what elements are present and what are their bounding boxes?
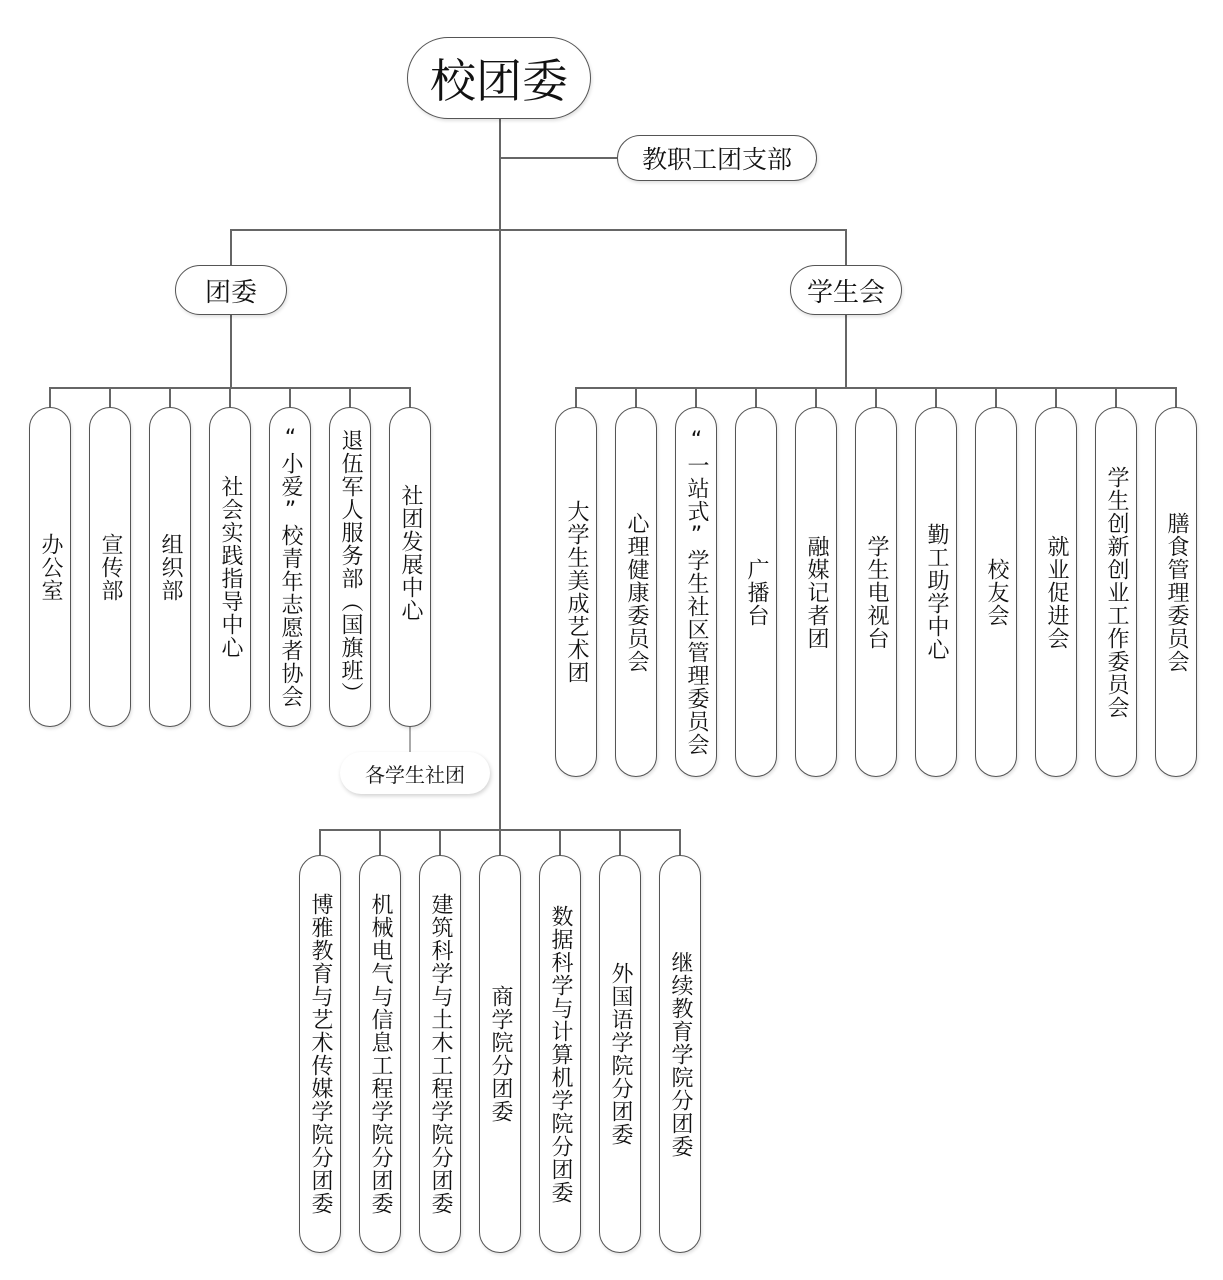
dept-label: 组织部 xyxy=(158,532,183,602)
student-union-dept-node xyxy=(615,407,657,777)
dept-label: 勤工助学中心 xyxy=(924,523,949,661)
college-branch-node xyxy=(599,855,641,1253)
student-union-dept-node xyxy=(555,407,597,777)
staff-branch-label: 教职工团支部 xyxy=(641,145,792,174)
student-union-dept-node xyxy=(675,407,717,777)
dept-label: 膳食管理委员会 xyxy=(1164,511,1189,673)
college-branch-node xyxy=(659,855,701,1253)
college-label: 继续教育学院分团委 xyxy=(668,950,693,1158)
college-label: 博雅教育与艺术传媒学院分团委 xyxy=(308,893,333,1215)
dept-label: 宣传部 xyxy=(98,532,123,602)
dept-label: 退伍军人服务部（国旗班） xyxy=(338,429,363,705)
dept-label: 校友会 xyxy=(984,557,1009,627)
college-label: 机械电气与信息工程学院分团委 xyxy=(368,893,393,1215)
college-branch-node xyxy=(299,855,341,1253)
dept-label: “一站式”学生社区管理委员会 xyxy=(684,428,709,756)
college-label: 商学院分团委 xyxy=(488,985,513,1123)
student-union-dept-node xyxy=(975,407,1017,777)
dept-label: 就业促进会 xyxy=(1044,534,1069,650)
student-union-dept-node xyxy=(855,407,897,777)
dept-label: 社团发展中心 xyxy=(398,484,423,622)
student-union-dept-node xyxy=(735,407,777,777)
dept-label: 学生创新创业工作委员会 xyxy=(1104,465,1129,719)
dept-label: 广播台 xyxy=(744,557,769,627)
college-branch-node xyxy=(359,855,401,1253)
college-branch-node xyxy=(479,855,521,1253)
youth-league-dept-node xyxy=(209,407,251,727)
college-label: 外国语学院分团委 xyxy=(608,962,633,1146)
staff-branch-node xyxy=(617,135,817,181)
dept-label: 社会实践指导中心 xyxy=(218,475,243,659)
dept-label: “小爱”校青年志愿者协会 xyxy=(278,426,303,708)
youth-league-dept-node xyxy=(29,407,71,727)
college-label: 数据科学与计算机学院分团委 xyxy=(548,904,573,1204)
student-union-dept-node xyxy=(1095,407,1137,777)
student-clubs-node xyxy=(340,752,490,794)
student-union-dept-node xyxy=(795,407,837,777)
youth-league-dept-node xyxy=(269,407,311,727)
root-node xyxy=(407,37,591,119)
dept-label: 融媒记者团 xyxy=(804,534,829,650)
student-union-dept-node xyxy=(1155,407,1197,777)
youth-league-node xyxy=(175,265,287,315)
youth-league-dept-node xyxy=(89,407,131,727)
dept-label: 办公室 xyxy=(38,532,63,602)
student-union-dept-node xyxy=(915,407,957,777)
youth-league-dept-node xyxy=(149,407,191,727)
youth-league-dept-node xyxy=(329,407,371,727)
college-branch-node xyxy=(539,855,581,1253)
dept-label: 大学生美成艺术团 xyxy=(564,500,589,684)
dept-label: 心理健康委员会 xyxy=(624,511,649,673)
college-label: 建筑科学与土木工程学院分团委 xyxy=(428,893,453,1215)
dept-label: 学生电视台 xyxy=(864,534,889,650)
student-union-label: 学生会 xyxy=(806,277,885,308)
youth-league-dept-node xyxy=(389,407,431,727)
student-clubs-label: 各学生社团 xyxy=(365,762,465,787)
root-label: 校团委 xyxy=(430,54,568,108)
college-branch-node xyxy=(419,855,461,1253)
youth-league-label: 团委 xyxy=(204,277,257,308)
student-union-node xyxy=(790,265,902,315)
student-union-dept-node xyxy=(1035,407,1077,777)
